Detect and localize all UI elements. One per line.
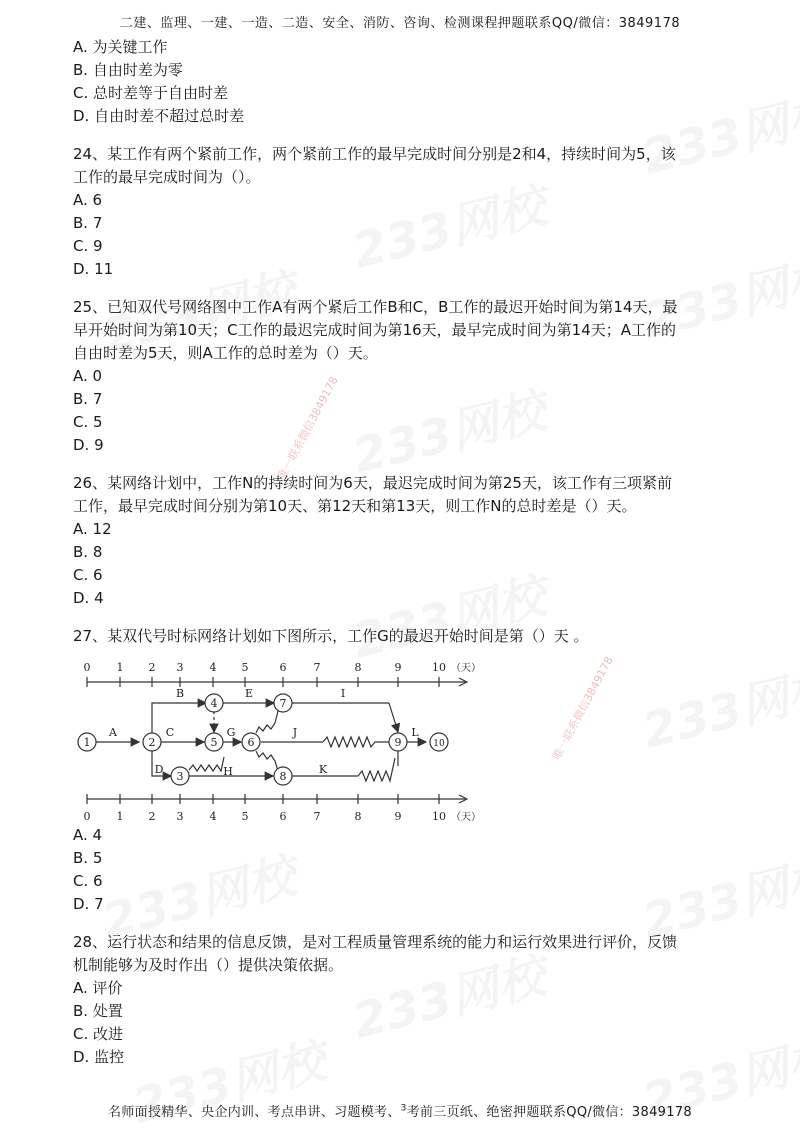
option: C. 5 <box>73 413 103 431</box>
option: A. 6 <box>73 191 103 209</box>
activity-b-arrow <box>152 703 206 734</box>
question-24-text: 工作的最早完成时间为（）。 <box>73 168 261 186</box>
network-diagram <box>73 658 483 824</box>
question-26-text: 工作，最早完成时间分别为第10天、第12天和第13天，则工作N的总时差是（）天。 <box>73 497 637 515</box>
scale-tick-label: 2 <box>148 810 156 823</box>
scale-tick-label: 5 <box>241 810 249 823</box>
option: B. 7 <box>73 214 103 232</box>
activity-label: C <box>165 726 175 739</box>
node-label: 2 <box>148 736 156 749</box>
scale-tick-label: 6 <box>279 810 287 823</box>
option: D. 监控 <box>73 1048 125 1066</box>
question-25-text: 早开始时间为第10天；C工作的最迟完成时间为第16天，最早完成时间为第14天；A工作的 <box>73 321 676 339</box>
scale-tick-label: 2 <box>148 661 156 674</box>
activity-label: G <box>226 726 236 739</box>
option: D. 自由时差不超过总时差 <box>73 107 245 125</box>
node-label: 5 <box>210 736 218 749</box>
node-label: 1 <box>83 736 91 749</box>
option: B. 8 <box>73 543 103 561</box>
scale-tick-label: 1 <box>116 661 124 674</box>
scale-tick-label: 3 <box>176 810 184 823</box>
option: B. 5 <box>73 849 103 867</box>
scale-tick-label: 0 <box>83 810 91 823</box>
scale-tick-label: 10 <box>432 661 446 674</box>
question-25-text: 自由时差为5天，则A工作的总时差为（）天。 <box>73 344 378 362</box>
option: A. 为关键工作 <box>73 38 168 56</box>
question-27-text: 27、某双代号时标网络计划如下图所示，工作G的最迟开始时间是第（）天 。 <box>73 627 589 645</box>
node-label: 9 <box>394 736 402 749</box>
page-footer <box>0 1101 800 1120</box>
option: C. 6 <box>73 872 103 890</box>
question-28-text: 28、运行状态和结果的信息反馈，是对工程质量管理系统的能力和运行效果进行评价，反馈 <box>73 933 678 951</box>
scale-tick-label: 9 <box>394 810 402 823</box>
scale-tick-label: 3 <box>176 661 184 674</box>
activity-i-arrow <box>389 703 398 732</box>
option: B. 处置 <box>73 1002 123 1020</box>
question-26-text: 26、某网络计划中，工作N的持续时间为6天，最迟完成时间为第25天，该工作有三项紧前 <box>73 474 672 492</box>
node-label: 10 <box>433 739 445 749</box>
scale-tick-label: 10 <box>432 810 446 823</box>
scale-tick-label: 0 <box>83 661 91 674</box>
node-label: 4 <box>210 697 218 710</box>
scale-tick-label: 7 <box>313 661 321 674</box>
activity-k-arrow <box>291 758 395 781</box>
node-label: 7 <box>279 697 287 710</box>
wavy-6-8 <box>256 751 278 771</box>
activity-label: B <box>175 687 185 700</box>
node-label: 8 <box>279 770 287 783</box>
option: C. 6 <box>73 566 103 584</box>
page-number: 3 <box>400 1103 407 1114</box>
option: C. 9 <box>73 237 103 255</box>
footer-text: 考前三页纸、绝密押题联系QQ/微信：3849178 <box>406 1105 692 1120</box>
activity-j-free-float <box>323 737 389 747</box>
scale-tick-label: 8 <box>354 661 362 674</box>
scale-tick-label: 4 <box>209 661 217 674</box>
watermark-red: 唯一联系微信3849178 <box>550 654 616 763</box>
option: D. 9 <box>73 436 104 454</box>
option: A. 12 <box>73 520 112 538</box>
activity-label: E <box>244 687 254 700</box>
footer-text: 名师面授精华、央企内训、考点串讲、习题模考、 <box>108 1105 401 1120</box>
activity-label: K <box>318 763 328 776</box>
scale-tick-label: 5 <box>241 661 249 674</box>
node-label: 6 <box>247 736 255 749</box>
scale-tick-label: 1 <box>116 810 124 823</box>
option: A. 0 <box>73 367 103 385</box>
activity-label: J <box>292 726 298 739</box>
question-24-text: 24、某工作有两个紧前工作，两个紧前工作的最早完成时间分别是2和4，持续时间为5，该 <box>73 145 676 163</box>
node-label: 3 <box>176 770 184 783</box>
option: D. 11 <box>73 260 114 278</box>
option: B. 自由时差为零 <box>73 61 183 79</box>
scale-tick-label: 4 <box>209 810 217 823</box>
scale-tick-label: 6 <box>279 661 287 674</box>
scale-tick-label: 8 <box>354 810 362 823</box>
watermark-red: 唯一联系微信3849178 <box>275 374 341 483</box>
option: C. 改进 <box>73 1025 124 1043</box>
option: A. 评价 <box>73 979 123 997</box>
wavy-3-5 <box>189 757 224 771</box>
activity-label: D <box>154 763 164 776</box>
option: D. 7 <box>73 895 104 913</box>
activity-label: L <box>411 726 419 739</box>
scale-tick-label: 9 <box>394 661 402 674</box>
scale-unit-label: （天） <box>451 812 481 823</box>
activity-label: I <box>340 687 346 700</box>
option: C. 总时差等于自由时差 <box>73 84 229 102</box>
activity-label: H <box>223 765 233 778</box>
activity-label: A <box>109 726 117 739</box>
wavy-6-7 <box>256 711 278 733</box>
question-28-text: 机制能够为及时作出（）提供决策依据。 <box>73 956 344 974</box>
question-content <box>73 36 733 1069</box>
scale-tick-label: 7 <box>313 810 321 823</box>
option: B. 7 <box>73 390 103 408</box>
page-header: 二建、监理、一建、一造、二造、安全、消防、咨询、检测课程押题联系QQ/微信：3849178 <box>119 16 681 31</box>
question-25-text: 25、已知双代号网络图中工作A有两个紧后工作B和C，B工作的最迟开始时间为第14天，最 <box>73 298 678 316</box>
option: A. 4 <box>73 826 103 844</box>
option: D. 4 <box>73 589 104 607</box>
scale-unit-label: （天） <box>451 663 481 674</box>
